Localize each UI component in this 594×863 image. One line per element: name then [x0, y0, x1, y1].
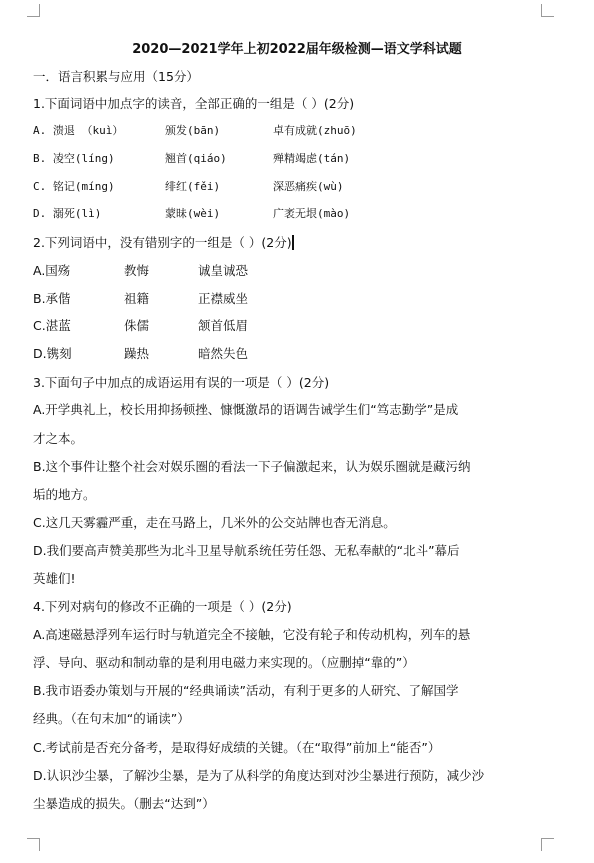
q2-option-a-word-2: 教悔	[124, 263, 150, 278]
page-corner-top-left	[27, 4, 40, 17]
q4-option-b-line-1: B.我市语委办策划与开展的“经典诵读”活动，有利于更多的人研究、了解国学	[33, 683, 459, 698]
q4-option-b-line-2: 经典。（在句末加“的诵读”）	[33, 711, 190, 726]
page-corner-bottom-right	[541, 838, 554, 851]
q2-option-a: A.国殇	[33, 263, 71, 278]
q4-option-d-line-2: 尘暴造成的损失。（删去“达到”）	[33, 796, 215, 811]
q1-option-b-word-2: 翘首(qiáo)	[165, 152, 227, 165]
q2-option-d-word-2: 躁热	[124, 346, 150, 361]
q1-option-d: D. 溺死(lì)	[33, 207, 102, 220]
question-2-stem: 2.下列词语中，没有错别字的一组是（ ）(2分)	[33, 235, 292, 250]
q2-option-a-word-3: 诚皇诚恐	[198, 263, 249, 278]
question-4-stem: 4.下列对病句的修改不正确的一项是（ ）(2分)	[33, 599, 292, 614]
q3-option-a-line-1: A.开学典礼上，校长用抑扬顿挫、慷慨激昂的语调告诫学生们“笃志勤学”是成	[33, 402, 459, 417]
q2-option-c-word-2: 侏儒	[124, 318, 150, 333]
q2-option-d: D.镌刻	[33, 346, 72, 361]
page-corner-top-right	[541, 4, 554, 17]
q1-option-b-word-3: 殚精竭虑(tán)	[273, 152, 351, 165]
section-heading: 一．语言积累与应用（15分）	[33, 69, 199, 84]
q2-option-b-word-3: 正襟威坐	[198, 291, 249, 306]
q2-option-b: B.承偕	[33, 291, 71, 306]
q1-option-d-word-3: 广袤无垠(mào)	[273, 207, 351, 220]
q3-option-c: C.这几天雾霾严重，走在马路上，几米外的公交站牌也杳无消息。	[33, 515, 396, 530]
q1-option-a: A. 溃退 （kuì）	[33, 124, 124, 137]
q1-option-c: C. 铭记(míng)	[33, 180, 115, 193]
q1-option-c-word-3: 深恶痛疾(wù)	[273, 180, 344, 193]
question-1-stem: 1.下面词语中加点字的读音，全部正确的一组是（ ）(2分)	[33, 96, 355, 111]
question-3-stem: 3.下面句子中加点的成语运用有误的一项是（ ）(2分)	[33, 375, 330, 390]
q1-option-c-word-2: 绯红(fěi)	[165, 180, 221, 193]
q4-option-a-line-1: A.高速磁悬浮列车运行时与轨道完全不接触，它没有轮子和传动机构，列车的悬	[33, 627, 471, 642]
page-corner-bottom-left	[27, 838, 40, 851]
q4-option-c: C.考试前是否充分备考，是取得好成绩的关键。（在“取得”前加上“能否”）	[33, 740, 441, 755]
q2-option-c-word-3: 颔首低眉	[198, 318, 249, 333]
q3-option-d-line-1: D.我们要高声赞美那些为北斗卫星导航系统任劳任怨、无私奉献的“北斗”幕后	[33, 543, 460, 558]
q3-option-b-line-2: 垢的地方。	[33, 487, 96, 502]
q1-option-b: B. 凌空(líng)	[33, 152, 115, 165]
q1-option-a-word-3: 卓有成就(zhuō)	[273, 124, 357, 137]
q3-option-d-line-2: 英雄们!	[33, 571, 76, 586]
q2-option-c: C.湛蓝	[33, 318, 71, 333]
q4-option-a-line-2: 浮、导向、驱动和制动靠的是利用电磁力来实现的。（应删掉“靠的”）	[33, 655, 415, 670]
q1-option-a-word-2: 颁发(bān)	[165, 124, 221, 137]
q1-option-d-word-2: 蒙昧(wèi)	[165, 207, 221, 220]
q3-option-b-line-1: B.这个事件让整个社会对娱乐圈的看法一下子偏激起来，认为娱乐圈就是藏污纳	[33, 459, 471, 474]
q4-option-d-line-1: D.认识沙尘暴，了解沙尘暴，是为了从科学的角度达到对沙尘暴进行预防，减少沙	[33, 768, 485, 783]
q2-option-b-word-2: 祖籍	[124, 291, 150, 306]
text-cursor	[292, 235, 294, 250]
q3-option-a-line-2: 才之本。	[33, 431, 84, 446]
q2-option-d-word-3: 暗然失色	[198, 346, 249, 361]
page-title: 2020—2021学年上初2022届年级检测—语文学科试题	[132, 42, 462, 57]
